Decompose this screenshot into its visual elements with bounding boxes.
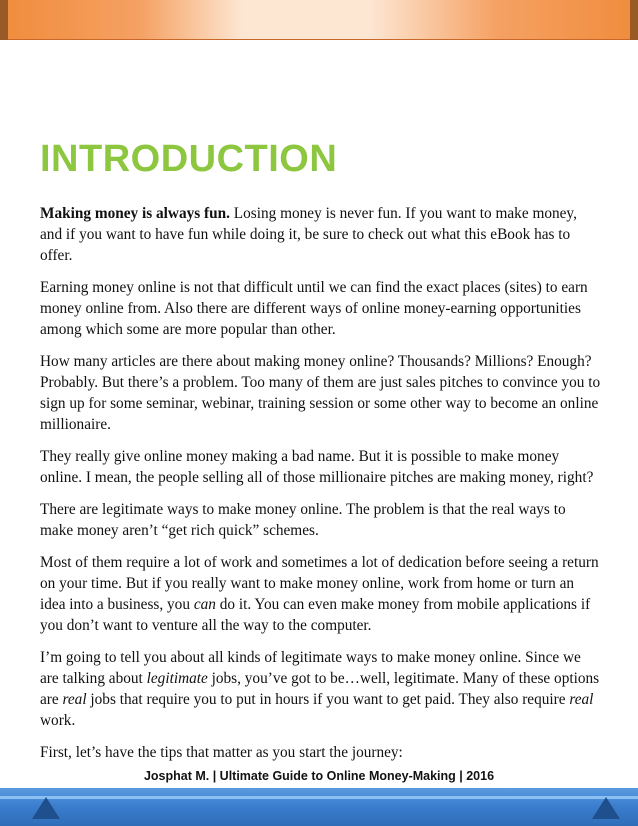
header-banner-left-edge xyxy=(0,0,8,40)
document-body xyxy=(40,203,602,774)
paragraph-4: They really give online money making a bad name. But it is possible to make money online. I mean, the people selling all of those millionaire pitches are making money, right? xyxy=(40,448,594,486)
paragraph-8: First, let’s have the tips that matter as you start the journey: xyxy=(40,744,403,761)
header-banner-right-edge xyxy=(630,0,638,40)
paragraph-1-rest: Losing money is never fun. If you want to make money, and if you want to have fun while doing it, be sure to check out what this eBook has to offer. xyxy=(40,205,577,264)
paragraph-6 xyxy=(40,552,602,636)
header-banner xyxy=(0,0,638,40)
paragraph-7-part-d: work. xyxy=(40,712,76,729)
paragraph-6-part-a: Most of them require a lot of work and sometimes a lot of dedication before seeing a return on your time. But if you really want to make money online, work from home or turn an idea into a business, you xyxy=(40,554,599,613)
paragraph-7-emphasis-2: real xyxy=(62,691,87,708)
paragraph-7-part-b: jobs, you’ve got to be…well, legitimate. Many of these options are xyxy=(40,670,600,708)
paragraph-6-emphasis: can xyxy=(193,596,216,613)
paragraph-2: Earning money online is not that difficult until we can find the exact places (sites) to earn money online from. Also there are different ways of online money-earning opportunities among which some are more popular than other. xyxy=(40,279,588,338)
footer-triangle-left-icon xyxy=(32,797,60,819)
page-title: INTRODUCTION xyxy=(40,138,338,180)
footer-banner-stripe xyxy=(0,796,638,799)
paragraph-6-part-b: do it. You can even make money from mobile applications if you don’t want to venture all the way to the computer. xyxy=(40,596,591,634)
paragraph-3: How many articles are there about making money online? Thousands? Millions? Enough? Probably. But there’s a problem. Too many of them are just sales pitches to convince you to sign up for some seminar, webinar, training session or some other way to become an online millionaire. xyxy=(40,353,601,433)
paragraph-7-part-a: I’m going to tell you about all kinds of legitimate ways to make money online. Since we are talking about xyxy=(40,649,581,687)
paragraph-1-lead: Making money is always fun. xyxy=(40,205,230,222)
paragraph-7-emphasis-3: real xyxy=(569,691,594,708)
paragraph-7-part-c: jobs that require you to put in hours if you want to get paid. They also require xyxy=(86,691,570,708)
paragraph-5: There are legitimate ways to make money online. The problem is that the real ways to make money aren’t “get rich quick” schemes. xyxy=(40,501,566,539)
footer-banner xyxy=(0,788,638,826)
footer-triangle-right-icon xyxy=(592,797,620,819)
paragraph-7 xyxy=(40,647,602,731)
paragraph-7-emphasis-1: legitimate xyxy=(146,670,208,687)
footer-credit: Josphat M. | Ultimate Guide to Online Money-Making | 2016 xyxy=(143,769,495,783)
paragraph-1 xyxy=(40,203,602,266)
